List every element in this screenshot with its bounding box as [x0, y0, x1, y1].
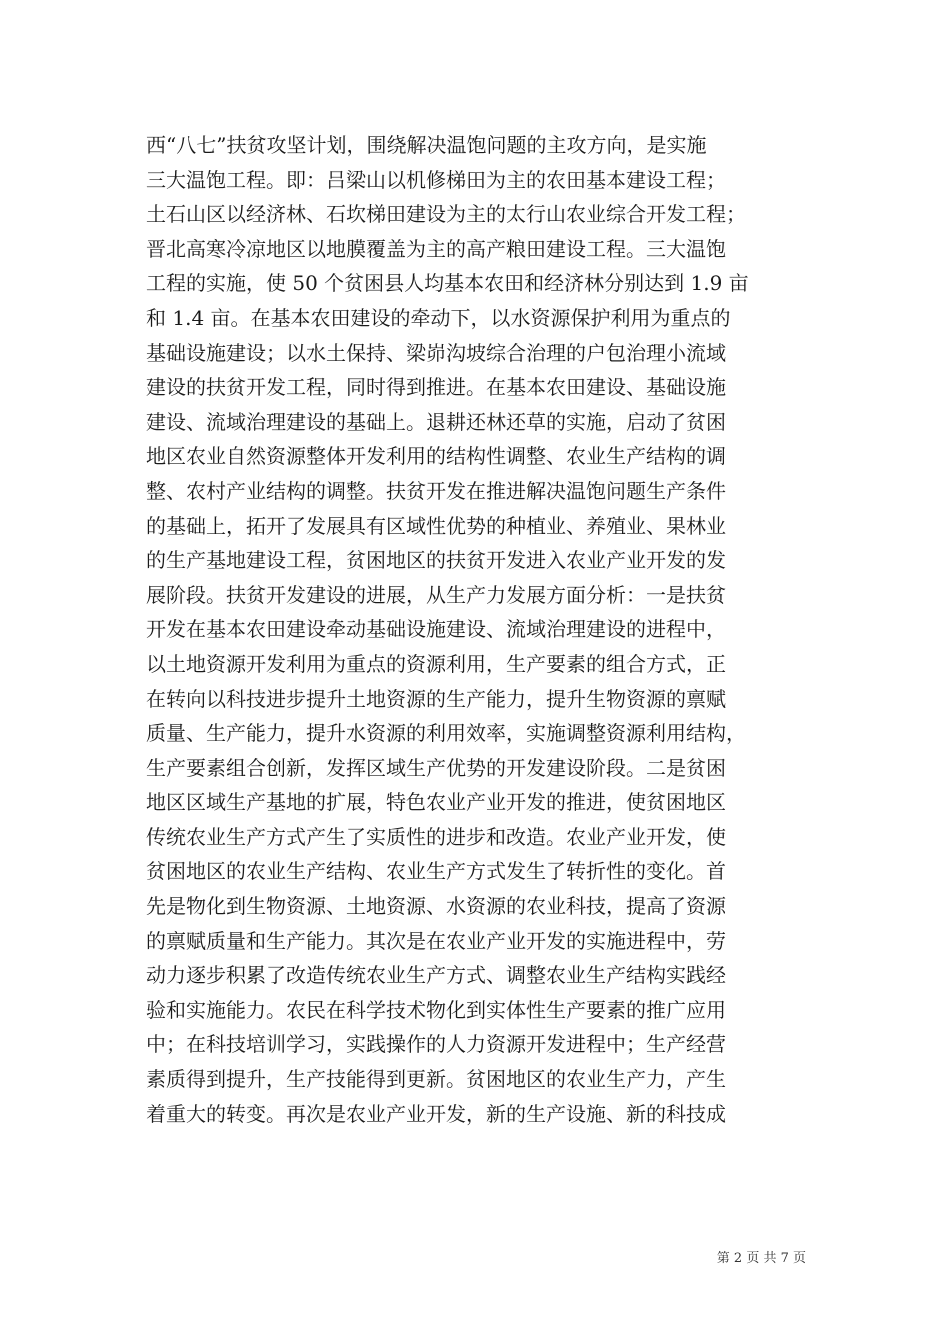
- text-line: 晋北高寒冷凉地区以地膜覆盖为主的高产粮田建设工程。三大温饱: [146, 236, 726, 261]
- body-text: [146, 128, 806, 1131]
- text-line: 贫困地区的农业生产结构、农业生产方式发生了转折性的变化。首: [146, 859, 726, 884]
- text-line: 传统农业生产方式产生了实质性的进步和改造。农业产业开发，使: [146, 824, 726, 849]
- text-line: 地区农业自然资源整体开发利用的结构性调整、农业生产结构的调: [146, 444, 726, 469]
- text-line: 和 1.4 亩。在基本农田建设的牵动下，以水资源保护利用为重点的: [146, 305, 731, 330]
- text-line: 基础设施建设；以水土保持、梁峁沟坡综合治理的户包治理小流域: [146, 340, 726, 365]
- page-number-footer: 第 2 页 共 7 页: [716, 1251, 806, 1266]
- text-line: 着重大的转变。再次是农业产业开发，新的生产设施、新的科技成: [146, 1101, 726, 1126]
- text-line: 开发在基本农田建设牵动基础设施建设、流域治理建设的进程中，: [146, 617, 726, 642]
- text-line: 工程的实施，使 50 个贫困县人均基本农田和经济林分别达到 1.9 亩: [146, 271, 749, 296]
- text-line: 建设、流域治理建设的基础上。退耕还林还草的实施，启动了贫困: [146, 409, 726, 434]
- text-line: 生产要素组合创新，发挥区域生产优势的开发建设阶段。二是贫困: [146, 755, 726, 780]
- text-line: 动力逐步积累了改造传统农业生产方式、调整农业生产结构实践经: [146, 963, 726, 988]
- text-line: 的禀赋质量和生产能力。其次是在农业产业开发的实施进程中，劳: [146, 928, 726, 953]
- text-line: 先是物化到生物资源、土地资源、水资源的农业科技，提高了资源: [146, 894, 726, 919]
- text-line: 整、农村产业结构的调整。扶贫开发在推进解决温饱问题生产条件: [146, 478, 726, 503]
- text-line: 验和实施能力。农民在科学技术物化到实体性生产要素的推广应用: [146, 997, 726, 1022]
- text-line: 地区区域生产基地的扩展，特色农业产业开发的推进，使贫困地区: [146, 790, 726, 815]
- text-line: 土石山区以经济林、石坎梯田建设为主的太行山农业综合开发工程；: [146, 202, 746, 227]
- text-line: 素质得到提升，生产技能得到更新。贫困地区的农业生产力，产生: [146, 1067, 726, 1092]
- text-line: 的生产基地建设工程，贫困地区的扶贫开发进入农业产业开发的发: [146, 548, 726, 573]
- text-line: 以土地资源开发利用为重点的资源利用，生产要素的组合方式，正: [146, 651, 726, 676]
- text-line: 西“八七”扶贫攻坚计划，围绕解决温饱问题的主攻方向，是实施: [146, 133, 707, 157]
- text-line: 中；在科技培训学习，实践操作的人力资源开发进程中；生产经营: [146, 1032, 726, 1057]
- text-line: 在转向以科技进步提升土地资源的生产能力，提升生物资源的禀赋: [146, 686, 726, 711]
- text-line: 质量、生产能力，提升水资源的利用效率，实施调整资源利用结构，: [146, 721, 746, 746]
- text-line: 建设的扶贫开发工程，同时得到推进。在基本农田建设、基础设施: [146, 375, 726, 400]
- text-line: 三大温饱工程。即：吕梁山以机修梯田为主的农田基本建设工程；: [146, 167, 726, 192]
- text-line: 展阶段。扶贫开发建设的进展，从生产力发展方面分析：一是扶贫: [146, 582, 726, 607]
- text-line: 的基础上，拓开了发展具有区域性优势的种植业、养殖业、果林业: [146, 513, 726, 538]
